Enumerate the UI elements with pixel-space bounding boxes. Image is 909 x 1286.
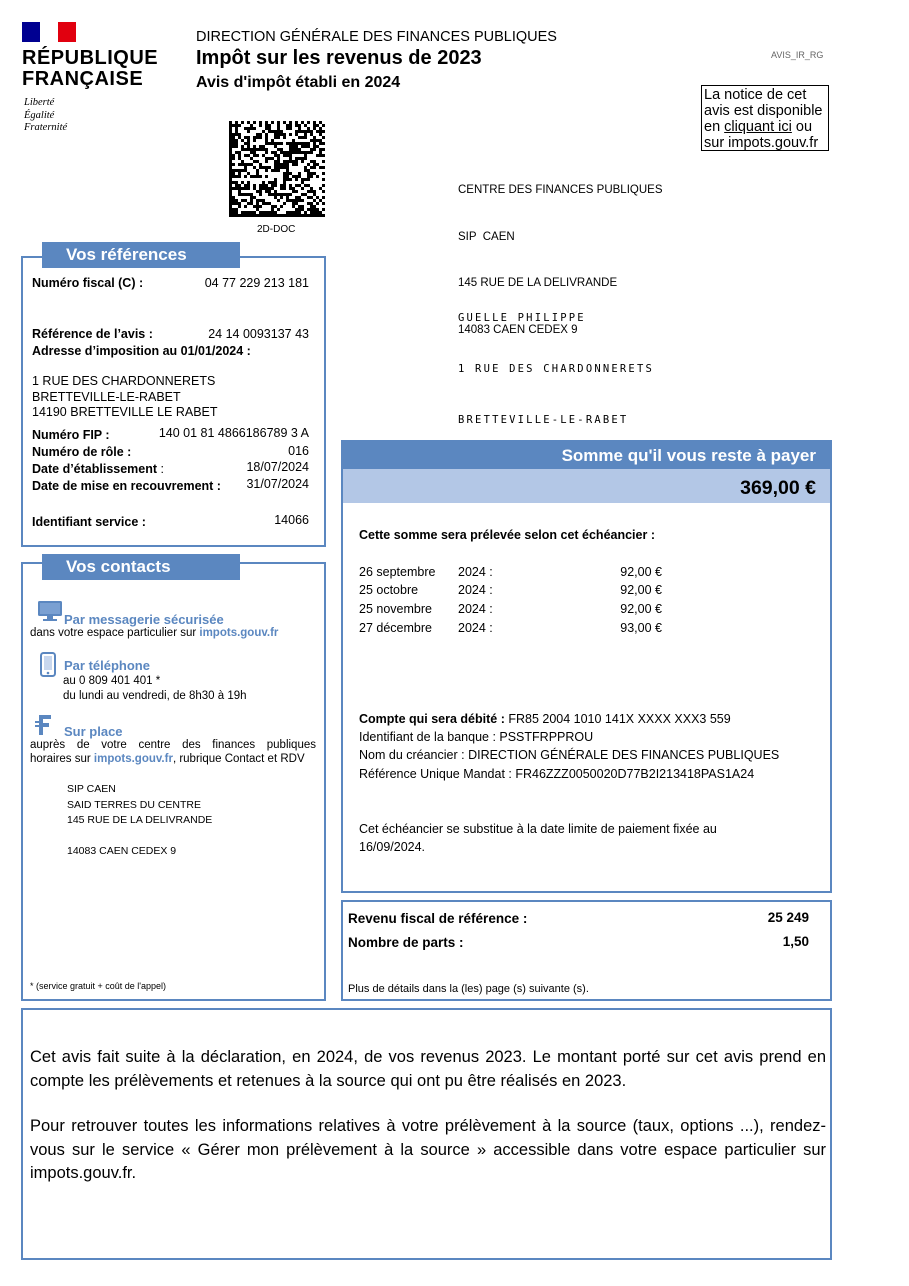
- payment-amount: 369,00 €: [343, 469, 830, 503]
- messagerie-title: Par messagerie sécurisée: [64, 612, 224, 627]
- republique-francaise-logo: RÉPUBLIQUE FRANÇAISE: [22, 47, 159, 90]
- schedule-year: 2024 :: [458, 602, 493, 616]
- centre-address: CENTRE DES FINANCES PUBLIQUES SIP CAEN 145 RUE DE LA DELIVRANDE 14083 CAEN CEDEX 9: [458, 184, 663, 336]
- telephone-hours: du lundi au vendredi, de 8h30 à 19h: [63, 690, 247, 702]
- notice-link[interactable]: cliquant ici: [724, 119, 792, 135]
- messagerie-text: dans votre espace particulier sur impots.gouv.fr: [30, 627, 279, 639]
- computer-icon: [37, 600, 63, 622]
- fip-value: 140 01 81 4866186789 3 A: [158, 426, 309, 440]
- creancier: Nom du créancier : DIRECTION GÉNÉRALE DES FINANCES PUBLIQUES: [359, 748, 780, 762]
- etablissement-value: 18/07/2024: [246, 460, 309, 474]
- schedule-date: 27 décembre: [359, 621, 432, 635]
- reference-avis-value: 24 14 0093137 43: [208, 327, 309, 341]
- recouvrement-label: Date de mise en recouvrement :: [32, 479, 221, 493]
- schedule-intro: Cette somme sera prélevée selon cet échéancier :: [359, 528, 655, 542]
- telephone-title: Par téléphone: [64, 658, 150, 673]
- rfr-value: 25 249: [767, 910, 809, 925]
- notice-box: La notice de cet avis est disponible en cliquant ici ou sur impots.gouv.fr: [701, 85, 829, 151]
- rfr-label: Revenu fiscal de référence :: [348, 911, 528, 926]
- place-text-2: horaires sur impots.gouv.fr, rubrique Contact et RDV: [30, 753, 305, 765]
- banque-identifiant: Identifiant de la banque : PSSTFRPPROU: [359, 730, 594, 744]
- contacts-tab: Vos contacts: [42, 554, 240, 580]
- page-title: Impôt sur les revenus de 2023: [196, 47, 482, 69]
- schedule-year: 2024 :: [458, 583, 493, 597]
- references-tab: Vos références: [42, 242, 240, 268]
- info-paragraph-1: Cet avis fait suite à la déclaration, en 2024, de vos revenus 2023. Le montant porté sur cet avis prend en compte les prélèvements et retenues à la source qui ont pu être réalisés en 2023.: [30, 1048, 826, 1090]
- info-paragraph-2: Pour retrouver toutes les informations relatives à votre prélèvement à la source (taux, options ...), rendez-vous sur le service « Gérer mon prélèvement à la source » accessible dans votre espace particulier sur impots.gouv.fr.: [30, 1117, 826, 1182]
- numero-fiscal-label: Numéro fiscal (C) :: [32, 276, 144, 290]
- adresse-imposition: 1 RUE DES CHARDONNERETS BRETTEVILLE-LE-RABET 14190 BRETTEVILLE LE RABET: [32, 374, 218, 419]
- recipient-address: GUELLE PHILIPPE 1 RUE DES CHARDONNERETS BRETTEVILLE-LE-RABET: [458, 312, 654, 426]
- page-subtitle: Avis d'impôt établi en 2024: [196, 74, 401, 91]
- parts-label: Nombre de parts :: [348, 935, 464, 950]
- place-title: Sur place: [64, 724, 123, 739]
- reference-avis-label: Référence de l’avis :: [32, 327, 153, 341]
- schedule-amount: 92,00 €: [620, 565, 662, 579]
- schedule-date: 25 octobre: [359, 583, 419, 597]
- place-link[interactable]: impots.gouv.fr: [93, 753, 173, 765]
- role-value: 016: [288, 444, 309, 458]
- schedule-year: 2024 :: [458, 565, 493, 579]
- mandat: Référence Unique Mandat : FR46ZZZ0050020D77B2I213418PAS1A24: [359, 767, 755, 781]
- schedule-amount: 92,00 €: [620, 583, 662, 597]
- 2d-doc-barcode: [229, 121, 325, 217]
- service-value: 14066: [274, 513, 309, 527]
- schedule-year: 2024 :: [458, 621, 493, 635]
- adresse-label: Adresse d’imposition au 01/01/2024 :: [32, 344, 251, 358]
- document-code: AVIS_IR_RG: [771, 50, 824, 60]
- parts-value: 1,50: [782, 934, 809, 949]
- numero-fiscal-value: 04 77 229 213 181: [204, 276, 309, 290]
- place-text-1: auprès de votre centre des finances publiques: [30, 739, 316, 751]
- details-note: Plus de détails dans la (les) page (s) suivante (s).: [348, 983, 589, 995]
- phone-icon: [40, 652, 56, 677]
- recouvrement-value: 31/07/2024: [246, 477, 309, 491]
- sip-address: SIP CAEN SAID TERRES DU CENTRE 145 RUE DE LA DELIVRANDE 14083 CAEN CEDEX 9: [67, 783, 213, 857]
- devise: Liberté Égalité Fraternité: [24, 97, 68, 133]
- etablissement-label: Date d’établissement :: [32, 462, 164, 476]
- payment-header: Somme qu'il vous reste à payer: [343, 442, 830, 469]
- building-icon: [33, 713, 55, 737]
- schedule-amount: 92,00 €: [620, 602, 662, 616]
- french-flag-logo: [22, 22, 76, 42]
- direction-title: DIRECTION GÉNÉRALE DES FINANCES PUBLIQUES: [196, 29, 557, 45]
- schedule-amount: 93,00 €: [620, 621, 662, 635]
- contacts-footnote: * (service gratuit + coût de l'appel): [30, 981, 167, 991]
- telephone-number: au 0 809 401 401 *: [63, 675, 161, 687]
- messagerie-link[interactable]: impots.gouv.fr: [199, 627, 279, 639]
- qr-label: 2D-DOC: [257, 224, 296, 235]
- fip-label: Numéro FIP :: [32, 428, 110, 442]
- schedule-date: 26 septembre: [359, 565, 436, 579]
- substitution-line2: 16/09/2024.: [359, 840, 426, 854]
- schedule-date: 25 novembre: [359, 602, 432, 616]
- substitution-line1: Cet échéancier se substitue à la date limite de paiement fixée au: [359, 822, 717, 836]
- service-label: Identifiant service :: [32, 515, 146, 529]
- role-label: Numéro de rôle :: [32, 445, 132, 459]
- compte-debite: Compte qui sera débité : FR85 2004 1010 141X XXXX XXX3 559: [359, 712, 731, 726]
